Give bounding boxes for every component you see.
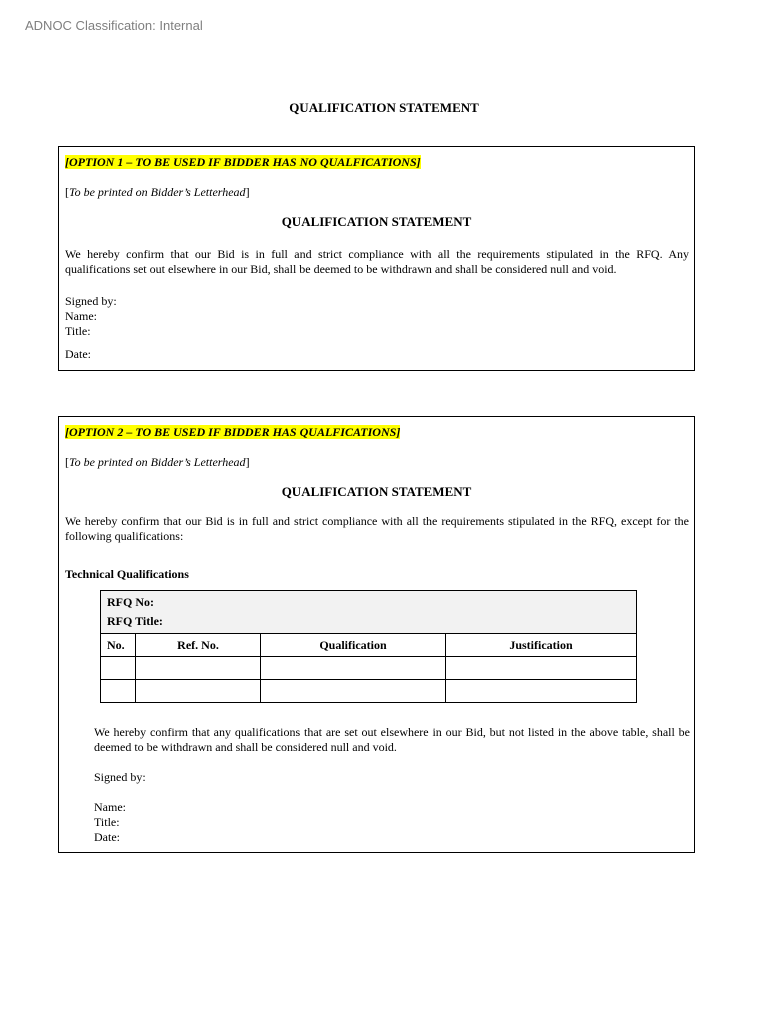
option-2-letterhead-note: [To be printed on Bidder’s Letterhead] (65, 455, 250, 469)
table-cell[interactable] (261, 680, 446, 703)
document-title: QUALIFICATION STATEMENT (289, 100, 479, 115)
option-2-title: Title: (94, 815, 120, 829)
table-cell[interactable] (101, 680, 136, 703)
table-header-row (101, 634, 637, 657)
table-row (101, 680, 637, 703)
option-2-statement-title: QUALIFICATION STATEMENT (281, 484, 472, 499)
table-cell[interactable] (446, 680, 637, 703)
option-2-closing-paragraph: We hereby confirm that any qualifications that are set out elsewhere in our Bid, but not listed in the above table, shall be deemed to be withdrawn and shall be considered null and void. (94, 725, 690, 754)
column-header-qualification: Qualification (261, 634, 446, 657)
classification-label: ADNOC Classification: Internal (25, 18, 203, 33)
option-2-signed-by: Signed by: (94, 770, 146, 784)
table-rfq-title-row (101, 612, 637, 634)
rfq-no-label: RFQ No: (101, 591, 637, 613)
table-cell[interactable] (101, 657, 136, 680)
option-2-paragraph: We hereby confirm that our Bid is in full and strict compliance with all the requirements stipulated in the RFQ, except for the following qualifications: (65, 514, 689, 543)
table-row (101, 657, 637, 680)
column-header-no: No. (101, 634, 136, 657)
qualifications-table (100, 590, 637, 703)
option-1-heading: [OPTION 1 – TO BE USED IF BIDDER HAS NO QUALFICATIONS] (65, 155, 421, 169)
column-header-ref-no: Ref. No. (136, 634, 261, 657)
table-cell[interactable] (136, 657, 261, 680)
table-cell[interactable] (446, 657, 637, 680)
option-1-box (58, 146, 695, 371)
option-2-box (58, 416, 695, 853)
option-1-signed-by: Signed by: (65, 294, 117, 308)
option-1-name: Name: (65, 309, 97, 323)
rfq-title-label: RFQ Title: (101, 612, 637, 634)
option-1-date: Date: (65, 347, 91, 361)
table-cell[interactable] (136, 680, 261, 703)
option-1-title: Title: (65, 324, 91, 338)
option-1-statement-title: QUALIFICATION STATEMENT (281, 214, 472, 229)
option-2-heading: [OPTION 2 – TO BE USED IF BIDDER HAS QUALFICATIONS] (65, 425, 401, 439)
table-rfq-no-row (101, 591, 637, 613)
column-header-justification: Justification (446, 634, 637, 657)
technical-qualifications-heading: Technical Qualifications (65, 567, 189, 581)
option-1-letterhead-note: [To be printed on Bidder’s Letterhead] (65, 185, 250, 199)
option-2-date: Date: (94, 830, 120, 844)
option-2-name: Name: (94, 800, 126, 814)
option-1-paragraph: We hereby confirm that our Bid is in full and strict compliance with all the requirements stipulated in the RFQ. Any qualifications set out elsewhere in our Bid, shall be deemed to be withdrawn and shall be considered null and void. (65, 247, 689, 276)
table-cell[interactable] (261, 657, 446, 680)
